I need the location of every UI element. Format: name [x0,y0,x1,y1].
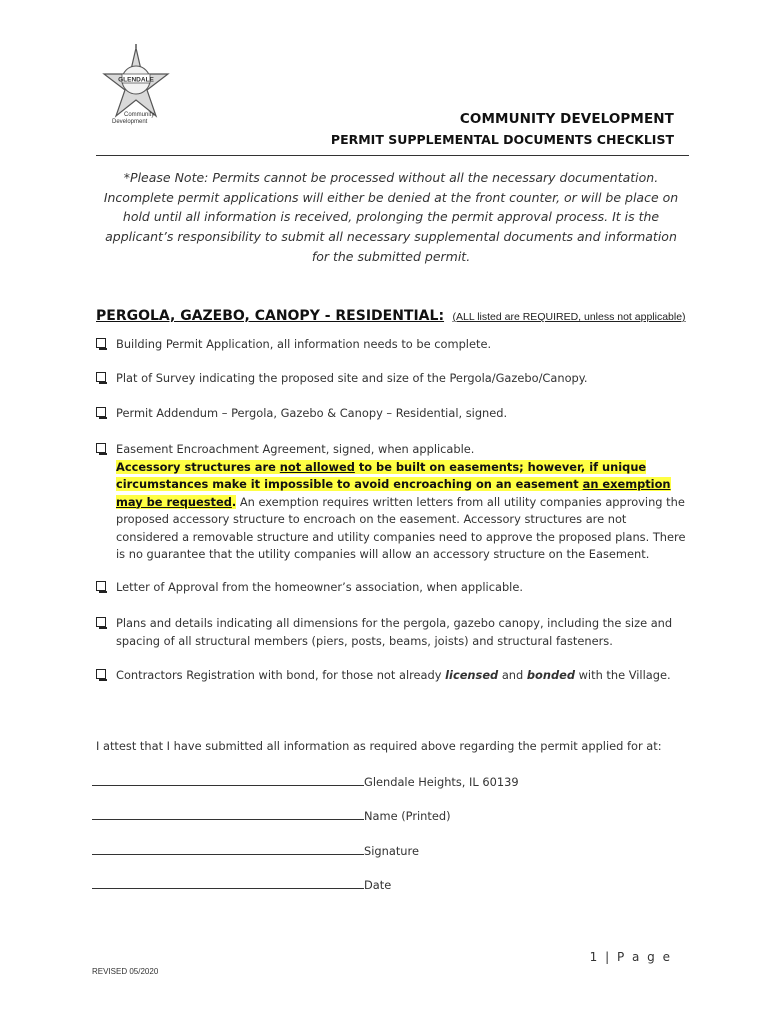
address-label: Glendale Heights, IL 60139 [364,775,519,789]
date-line [92,876,391,892]
highlighted-warning-part2: to be built on easements; however, if unique circumstances make it impossible to avoid encroaching on an easement [116,459,647,491]
please-note-paragraph: *Please Note: Permits cannot be processed without all the necessary documentation. Incomplete permit applications will either be denied at the front counter, or will be place on hold until all information is received, prolonging the permit approval process. It is the applicant’s responsibility to submit all necessary supplemental documents and information for the submitted permit. [103,170,679,264]
checkbox[interactable] [96,617,106,627]
checklist-item-hoa-approval [96,579,688,597]
signature-line [92,842,419,858]
checklist-item-label [116,667,688,685]
revision-date: REVISED 05/2020 [92,967,159,976]
checkbox[interactable] [96,338,106,348]
checklist-item-label: Plat of Survey indicating the proposed site and size of the Pergola/Gazebo/Canopy. [116,371,588,385]
contractor-text-c: and [498,668,527,682]
checklist-item-permit-addendum [96,405,688,423]
checkbox[interactable] [96,443,106,453]
logo-caption-development: Development [112,119,148,125]
easement-details [116,459,688,564]
document-subtitle: PERMIT SUPPLEMENTAL DOCUMENTS CHECKLIST [330,132,674,147]
bonded-emphasis: bonded [526,668,575,682]
contractor-text-e: with the Village. [575,668,671,682]
contractor-text-a: Contractors Registration with bond, for those not already [116,668,446,682]
seal-text: GLENDALE [118,76,154,84]
checklist-item-building-permit [96,336,688,354]
checklist-item-contractors-registration [96,667,688,685]
exemption-explanation: An exemption requires written letters from all utility companies approving the proposed accessory structure to encroach on the easement. Accessory structures are not considered a removable structure and utility companies need to approve the proposed plans. There is no guarantee that the utility companies will allow an accessory structure on the Easement. [116,494,686,561]
document-title: COMMUNITY DEVELOPMENT [459,111,674,127]
licensed-emphasis: licensed [445,668,499,682]
printed-name-label: Name (Printed) [364,809,451,823]
checklist-item-label: Building Permit Application, all information needs to be complete. [116,337,492,351]
checklist-item-content [116,441,688,564]
printed-name-line [92,807,451,823]
logo-caption-community: Community [124,112,155,118]
checklist-item-label: Letter of Approval from the homeowner’s association, when applicable. [116,580,523,594]
address-line [92,773,519,789]
checklist-item-label: Easement Encroachment Agreement, signed, when applicable. [116,442,475,456]
checkbox[interactable] [96,669,106,679]
signature-blank[interactable] [92,842,364,855]
checklist-item-label: Permit Addendum – Pergola, Gazebo & Canopy – Residential, signed. [116,406,508,420]
highlighted-warning-part1: Accessory structures are [116,459,280,474]
highlighted-period: . [231,494,237,509]
printed-name-blank[interactable] [92,807,364,820]
checkbox[interactable] [96,407,106,417]
checkbox[interactable] [96,372,106,382]
section-title [96,307,686,325]
signature-label: Signature [364,844,419,858]
date-blank[interactable] [92,876,364,889]
header-divider [96,155,689,156]
section-qualifier: (ALL listed are REQUIRED, unless not applicable) [452,311,686,323]
checklist-item-easement-agreement [96,441,688,564]
attestation-statement: I attest that I have submitted all information as required above regarding the permit applied for at: [96,739,662,753]
page-number: 1 | P a g e [589,950,672,964]
checklist-item-label: Plans and details indicating all dimensions for the pergola, gazebo canopy, including the size and spacing of all structural members (piers, posts, beams, joists) and structural fasteners. [116,616,673,648]
checklist-item-plans-and-details [96,615,688,650]
highlighted-not-allowed: not allowed [279,459,355,474]
address-blank[interactable] [92,773,364,786]
date-label: Date [364,878,392,892]
highlighted-exemption: an exemption may be requested [116,477,671,509]
section-heading: PERGOLA, GAZEBO, CANOPY - RESIDENTIAL: [96,308,445,324]
checkbox[interactable] [96,581,106,591]
document-header [331,111,674,147]
checklist-item-plat-of-survey [96,370,688,388]
